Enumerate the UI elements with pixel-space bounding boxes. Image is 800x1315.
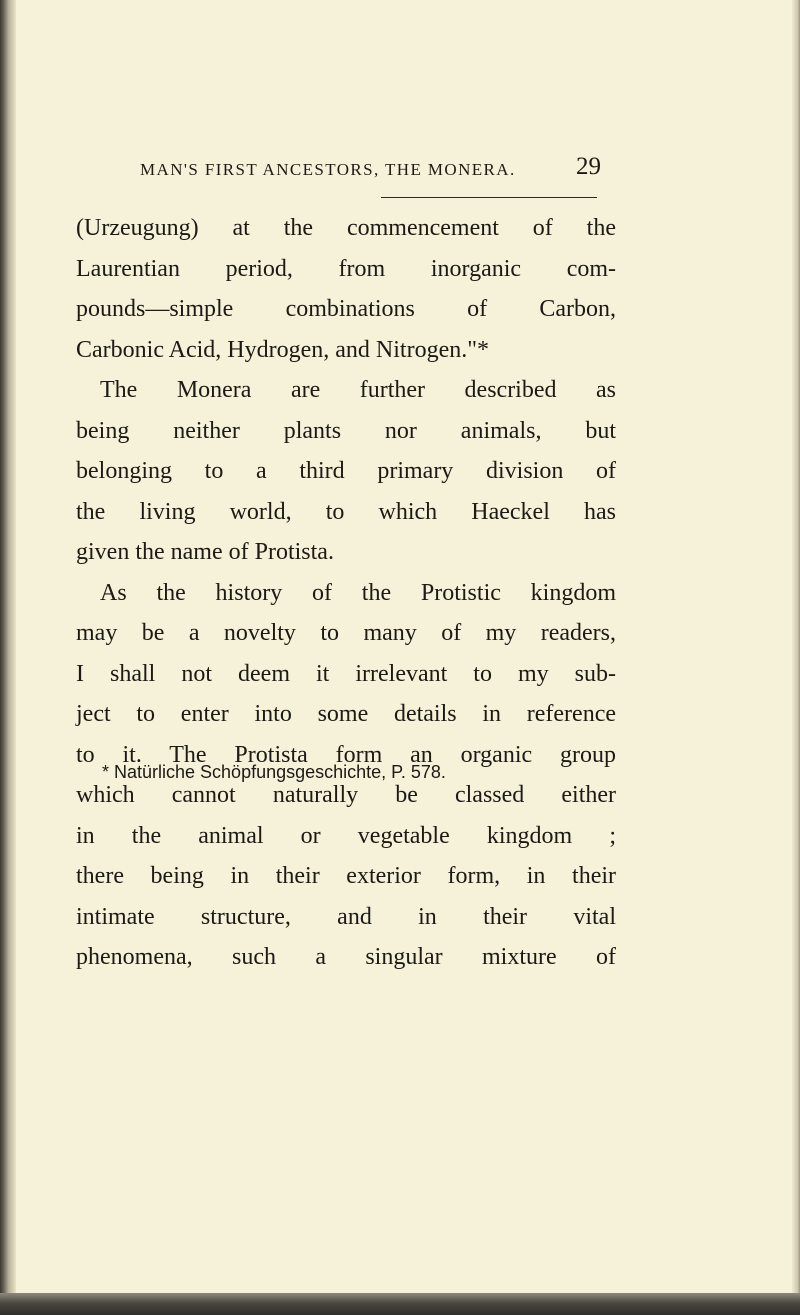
body-line: intimate structure, and in their vital [76, 903, 616, 930]
body-line: phenomena, such a singular mixture of [76, 944, 616, 970]
header-rule [381, 197, 597, 198]
body-line: being neither plants nor animals, but [76, 417, 616, 444]
body-line: Laurentian period, from inorganic com- [76, 255, 616, 282]
body-line: to it. The Protista form an organic group [76, 741, 616, 768]
body-line: the living world, to which Haeckel has [76, 498, 616, 525]
page-number: 29 [576, 153, 601, 180]
body-text [76, 208, 616, 978]
body-line: ject to enter into some details in reference [76, 701, 616, 727]
body-line: I shall not deem it irrelevant to my sub- [76, 660, 616, 687]
footnote: * Natürliche Schöpfungsgeschichte, P. 578. [102, 762, 446, 782]
body-line: Carbonic Acid, Hydrogen, and Nitrogen."* [76, 336, 490, 363]
body-line: there being in their exterior form, in their [76, 863, 616, 889]
page-bottom-shadow [0, 1293, 800, 1315]
body-line: (Urzeugung) at the commencement of the [76, 215, 616, 241]
body-line: belonging to a third primary division of [76, 458, 616, 484]
body-line: in the animal or vegetable kingdom ; [76, 822, 616, 849]
body-line: pounds—simple combinations of Carbon, [76, 296, 616, 322]
running-head-title: MAN'S FIRST ANCESTORS, THE MONERA. [140, 160, 516, 179]
body-line: given the name of Protista. [76, 539, 334, 565]
running-head [140, 153, 601, 190]
body-line: As the history of the Protistic kingdom [100, 579, 616, 606]
body-line: The Monera are further described as [100, 377, 616, 403]
page-edge-right [792, 0, 800, 1315]
body-line: which cannot naturally be classed either [76, 782, 616, 808]
body-line: may be a novelty to many of my readers, [76, 620, 616, 646]
book-spine-shadow [0, 0, 16, 1315]
